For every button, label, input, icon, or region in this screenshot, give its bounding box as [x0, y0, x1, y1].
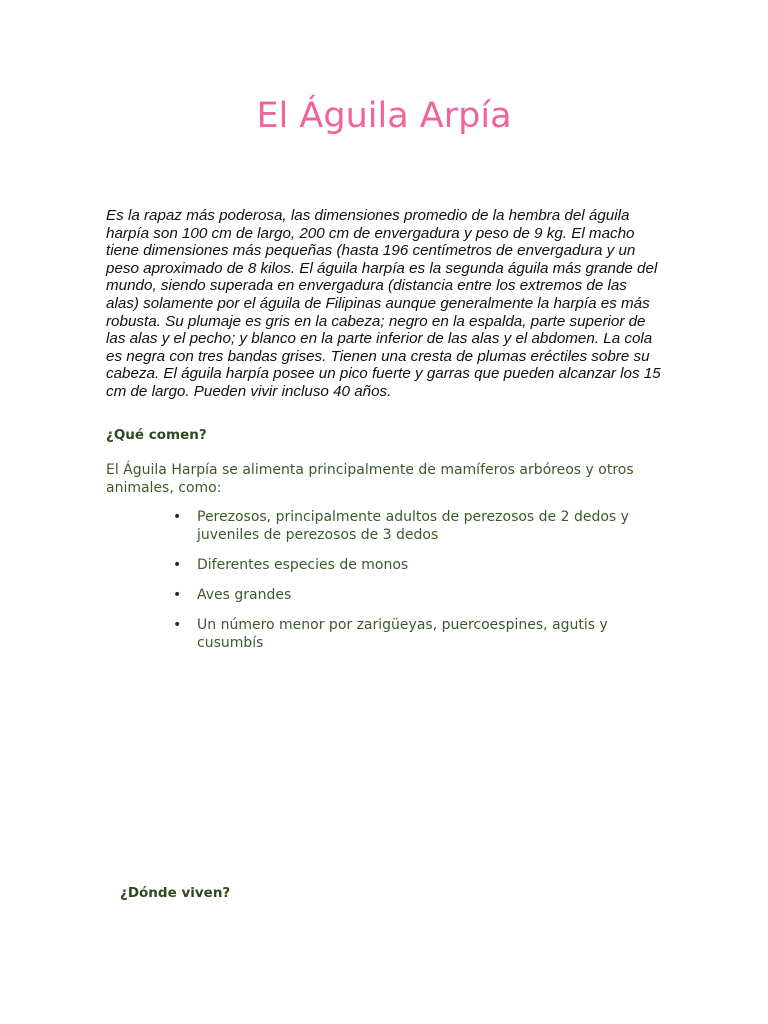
bullet-icon: • [173, 617, 182, 633]
diet-list [173, 508, 663, 664]
list-item-text: Diferentes especies de monos [197, 557, 409, 573]
list-item-text: Aves grandes [197, 587, 292, 603]
list-item [173, 586, 663, 604]
list-item-text: Perezosos, principalmente adultos de perezosos de 2 dedos y juveniles de perezosos de 3 dedos [197, 509, 629, 543]
section-heading-donde-viven: ¿Dónde viven? [120, 885, 231, 901]
list-item-text: Un número menor por zarigüeyas, puercoespines, agutis y cusumbís [197, 617, 608, 651]
diet-paragraph: El Águila Harpía se alimenta principalmente de mamíferos arbóreos y otros animales, como: [106, 462, 634, 496]
list-item [173, 508, 663, 544]
page-title: El Águila Arpía [256, 96, 512, 136]
bullet-icon: • [173, 509, 182, 525]
bullet-icon: • [173, 587, 182, 603]
list-item [173, 556, 663, 574]
bullet-icon: • [173, 557, 182, 573]
section-heading-que-comen: ¿Qué comen? [106, 427, 207, 443]
intro-paragraph: Es la rapaz más poderosa, las dimensiones promedio de la hembra del águila harpía son 100 cm de largo, 200 cm de envergadura y peso de 9 kg. El macho tiene dimensiones más pequeñas (hasta 196 centímetros de envergadura y un peso aproximado de 8 kilos. El águila harpía es la segunda águila más grande del mundo, siendo superada en envergadura (distancia entre los extremos de las alas) solamente por el águila de Filipinas aunque generalmente la harpía es más robusta. Su plumaje es gris en la cabeza; negro en la espalda, parte superior de las alas y el pecho; y blanco en la parte inferior de las alas y el abdomen. La cola es negra con tres bandas grises. Tienen una cresta de plumas eréctiles sobre su cabeza. El águila harpía posee un pico fuerte y garras que pueden alcanzar los 15 cm de largo. Pueden vivir incluso 40 años. [106, 207, 661, 400]
list-item [173, 616, 663, 652]
